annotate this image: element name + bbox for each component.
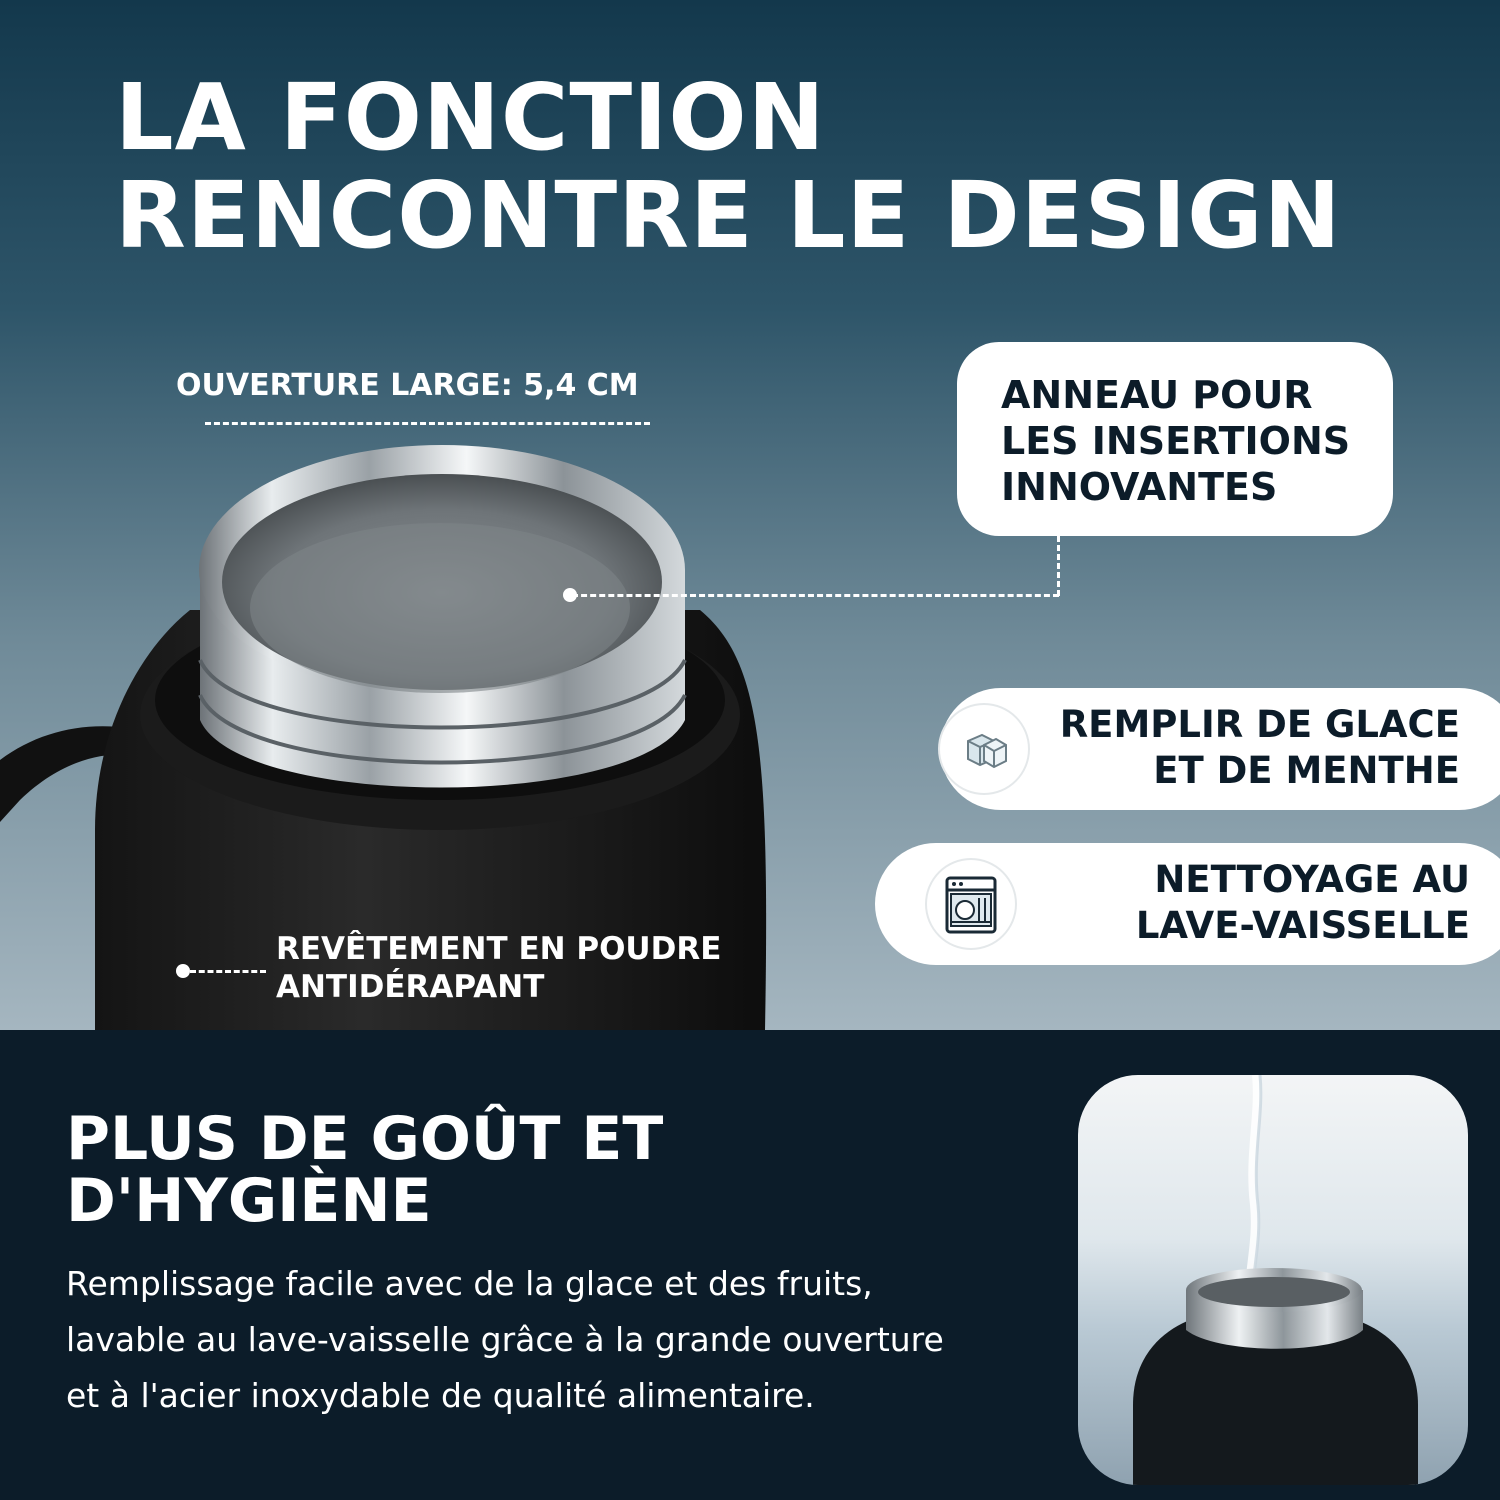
ring-callout: [957, 342, 1393, 536]
pouring-water-photo: [1078, 1075, 1468, 1485]
section-title: [66, 1104, 664, 1236]
section-title-line-1: PLUS DE GOÛT ET: [66, 1104, 664, 1174]
ice-callout-line-2: ET DE MENTHE: [1153, 749, 1460, 792]
page-title: [115, 64, 1342, 269]
dishwasher-callout-text: [1136, 857, 1470, 949]
ring-connector-vertical: [1057, 536, 1060, 596]
section-description: [66, 1256, 944, 1424]
coating-label: [276, 930, 721, 1006]
coating-connector-line: [190, 970, 266, 973]
coating-label-line-2: ANTIDÉRAPANT: [276, 969, 545, 1005]
opening-width-label: OUVERTURE LARGE: 5,4 CM: [176, 368, 639, 403]
dishwasher-callout-line-2: LAVE-VAISSELLE: [1135, 904, 1470, 947]
dishwasher-callout-line-1: NETTOYAGE AU: [1154, 858, 1470, 901]
section-title-line-2: D'HYGIÈNE: [66, 1166, 432, 1236]
title-line-2: RENCONTRE LE DESIGN: [115, 162, 1342, 269]
coating-connector-dot: [176, 964, 190, 978]
description-line-1: Remplissage facile avec de la glace et des fruits,: [66, 1264, 873, 1303]
ring-connector-horizontal: [572, 594, 1059, 597]
ice-callout-text: [1060, 702, 1460, 794]
ring-callout-line-2: LES INSERTIONS: [1001, 419, 1351, 463]
ice-callout: [940, 688, 1500, 810]
opening-measure-line: [205, 422, 650, 425]
dishwasher-icon: [927, 860, 1015, 948]
ice-callout-line-1: REMPLIR DE GLACE: [1059, 703, 1460, 746]
ring-connector-dot: [563, 588, 577, 602]
title-line-1: LA FONCTION: [115, 64, 826, 171]
ring-callout-line-3: INNOVANTES: [1001, 465, 1278, 509]
dishwasher-callout: [875, 843, 1500, 965]
ice-cubes-icon: [940, 705, 1028, 793]
description-line-2: lavable au lave-vaisselle grâce à la grande ouverture: [66, 1320, 944, 1359]
description-line-3: et à l'acier inoxydable de qualité alimentaire.: [66, 1376, 815, 1415]
ring-callout-line-1: ANNEAU POUR: [1001, 373, 1313, 417]
coating-label-line-1: REVÊTEMENT EN POUDRE: [276, 931, 722, 967]
